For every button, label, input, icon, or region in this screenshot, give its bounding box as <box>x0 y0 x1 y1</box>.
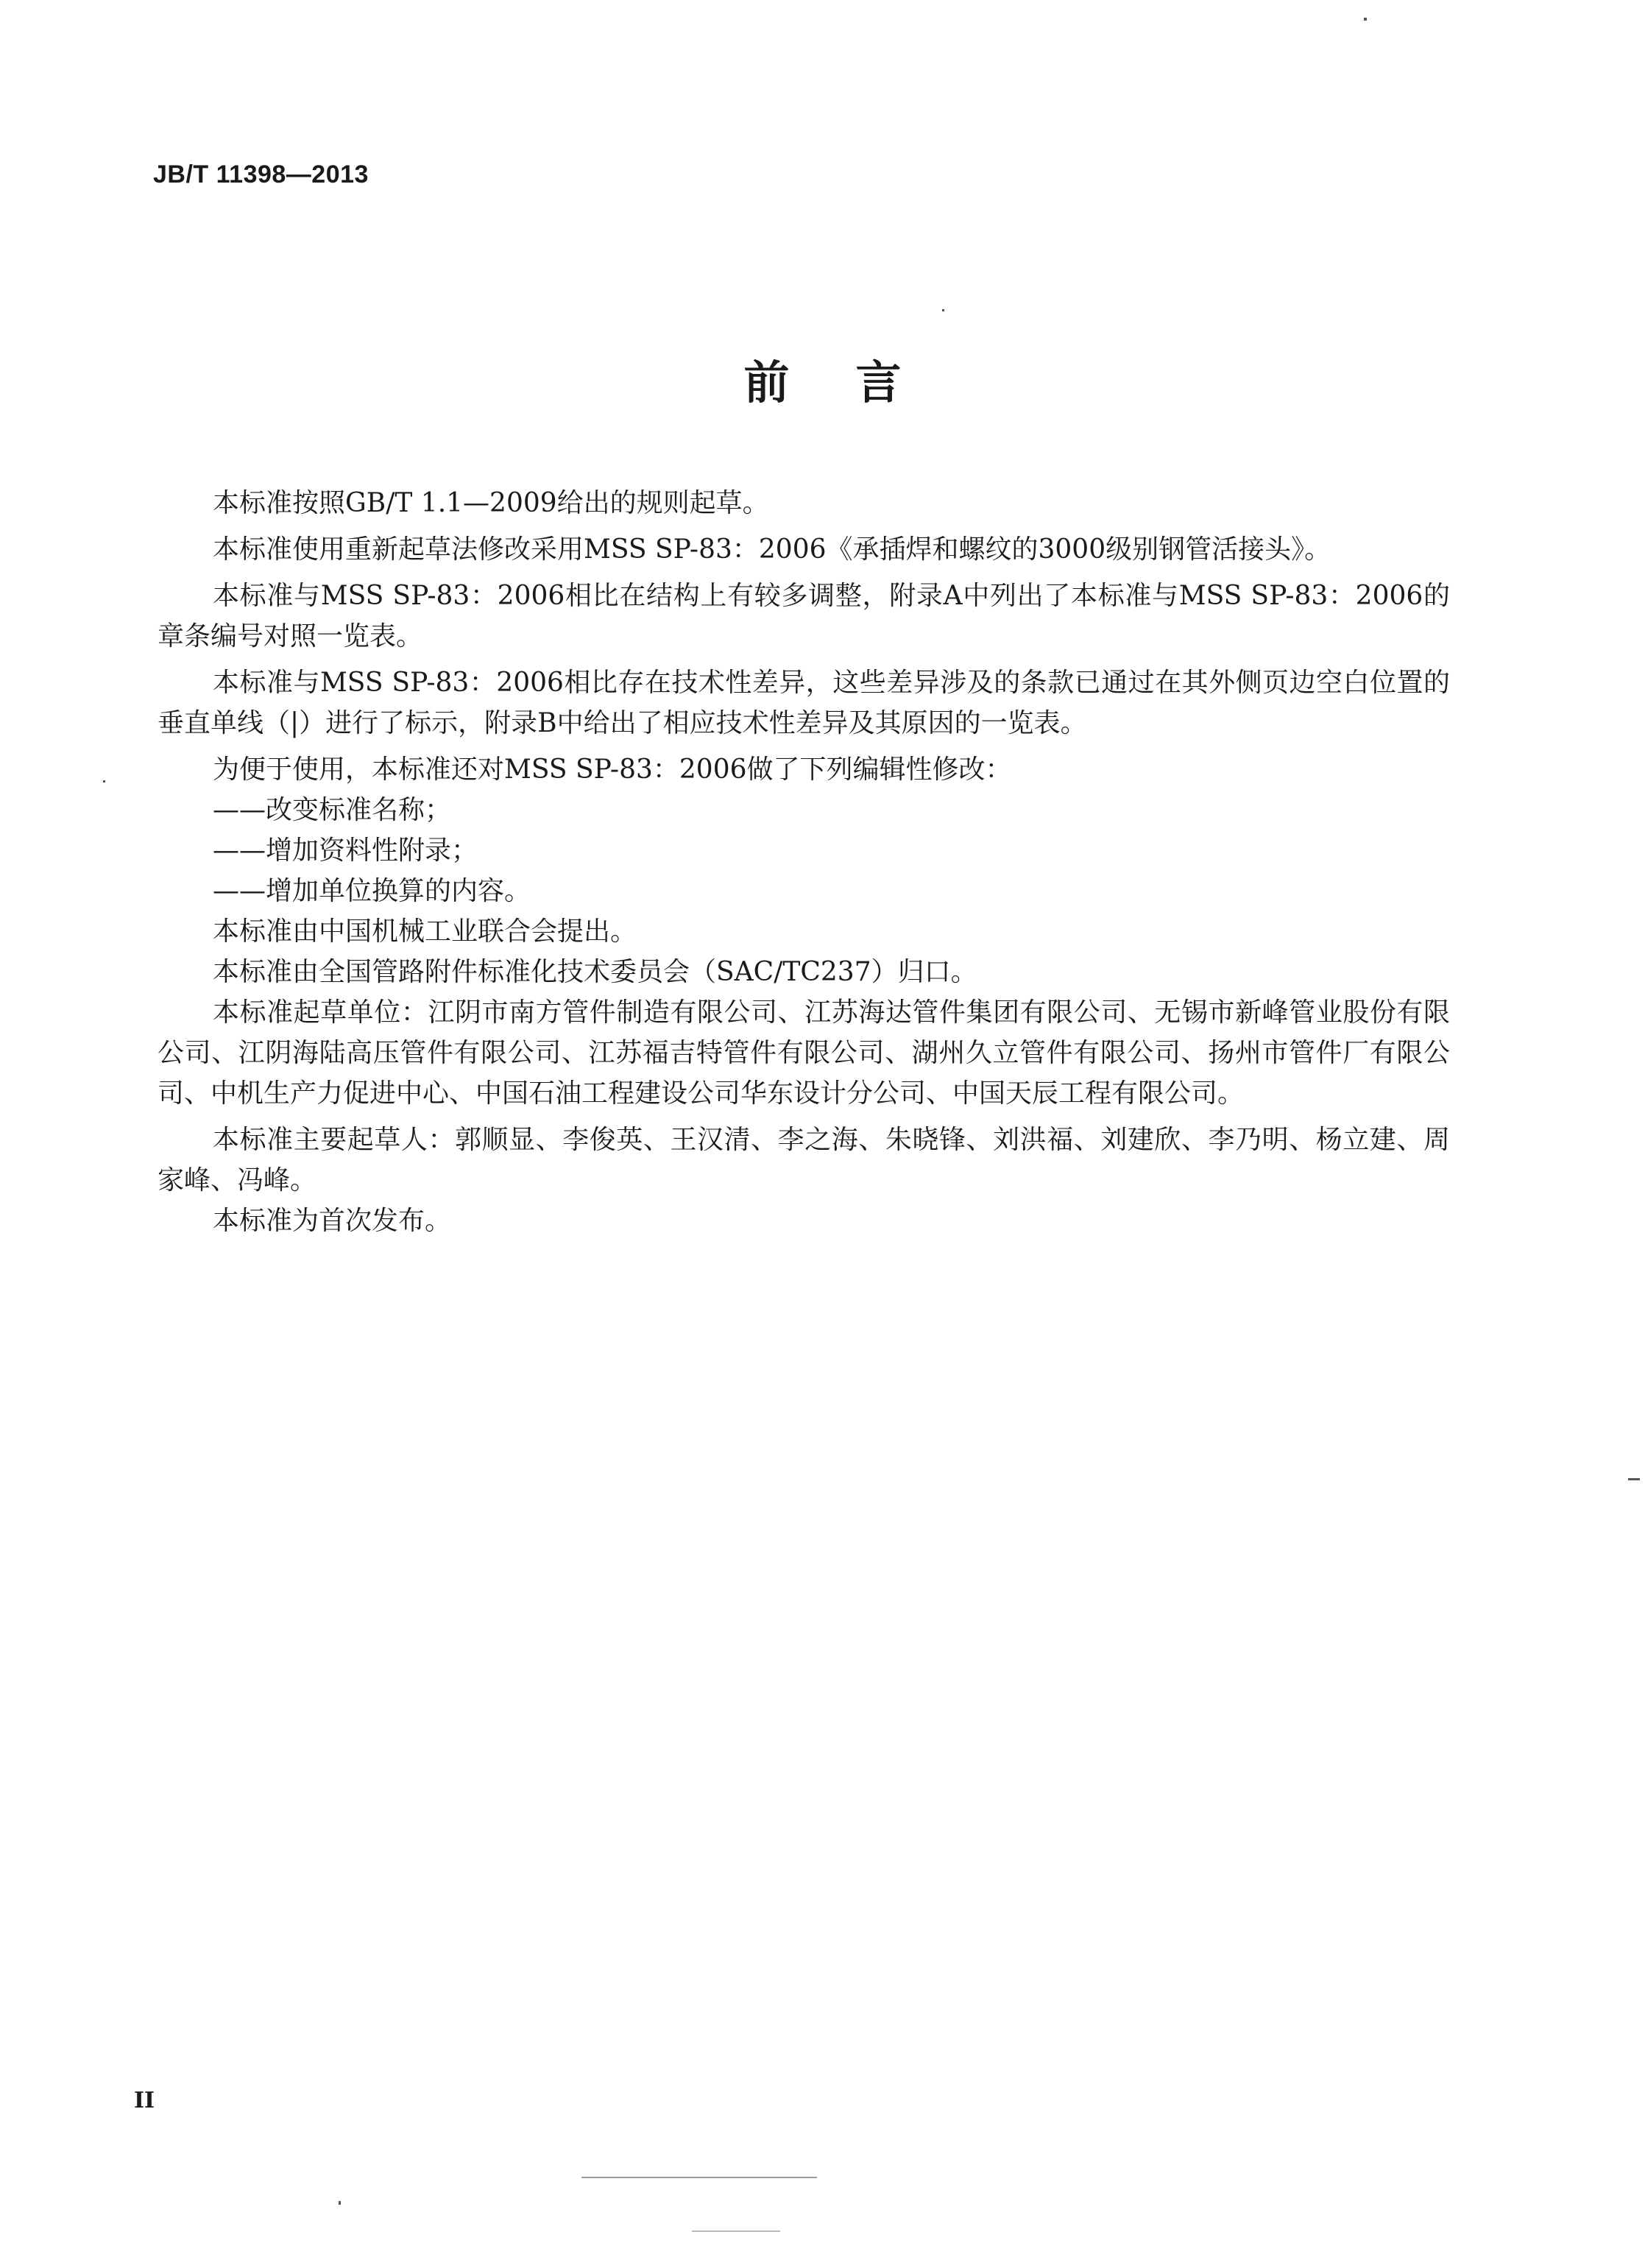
paragraph-drafting-units: 本标准起草单位：江阴市南方管件制造有限公司、江苏海达管件集团有限公司、无锡市新峰管业股份有限公司、江阴海陆高压管件有限公司、江苏福吉特管件有限公司、湖州久立管件有限公司、扬州市管件厂有限公司、中机生产力促进中心、中国石油工程建设公司华东设计分公司、中国天辰工程有限公司。 <box>158 997 1450 1109</box>
paragraph-committee: 本标准由全国管路附件标准化技术委员会（SAC/TC237）归口。 <box>213 957 977 987</box>
list-item: ——增加资料性附录； <box>213 836 478 866</box>
paragraph-first-release: 本标准为首次发布。 <box>213 1206 452 1236</box>
document-code: JB/T 11398—2013 <box>153 160 369 188</box>
scan-line <box>692 2230 780 2232</box>
list-item: ——增加单位换算的内容。 <box>213 876 531 906</box>
scan-speck <box>1628 1478 1640 1480</box>
scan-speck <box>942 309 944 311</box>
list-item: ——改变标准名称； <box>213 795 452 825</box>
paragraph-proposer: 本标准由中国机械工业联合会提出。 <box>213 916 637 947</box>
foreword-body <box>158 483 1450 1241</box>
page-title: 前言 <box>743 356 968 409</box>
scan-line <box>581 2177 817 2178</box>
paragraph-drafting-rules: 本标准按照GB/T 1.1—2009给出的规则起草。 <box>213 488 769 518</box>
paragraph-editorial-intro: 为便于使用，本标准还对MSS SP-83：2006做了下列编辑性修改： <box>213 755 1012 785</box>
scan-speck <box>339 2201 341 2205</box>
paragraph-adoption: 本标准使用重新起草法修改采用MSS SP-83：2006《承插焊和螺纹的3000级别钢管活接头》。 <box>213 534 1331 565</box>
scan-speck <box>103 780 105 783</box>
page-number: II <box>134 2088 155 2113</box>
paragraph-structure-changes: 本标准与MSS SP-83：2006相比在结构上有较多调整，附录A中列出了本标准与MSS SP-83：2006的章条编号对照一览表。 <box>158 581 1450 651</box>
paragraph-technical-differences: 本标准与MSS SP-83：2006相比存在技术性差异，这些差异涉及的条款已通过在其外侧页边空白位置的垂直单线（|）进行了标示，附录B中给出了相应技术性差异及其原因的一览表。 <box>158 668 1450 738</box>
paragraph-drafters: 本标准主要起草人：郭顺显、李俊英、王汉清、李之海、朱晓锋、刘洪福、刘建欣、李乃明、杨立建、周家峰、冯峰。 <box>158 1125 1450 1195</box>
scan-speck <box>1364 18 1367 21</box>
